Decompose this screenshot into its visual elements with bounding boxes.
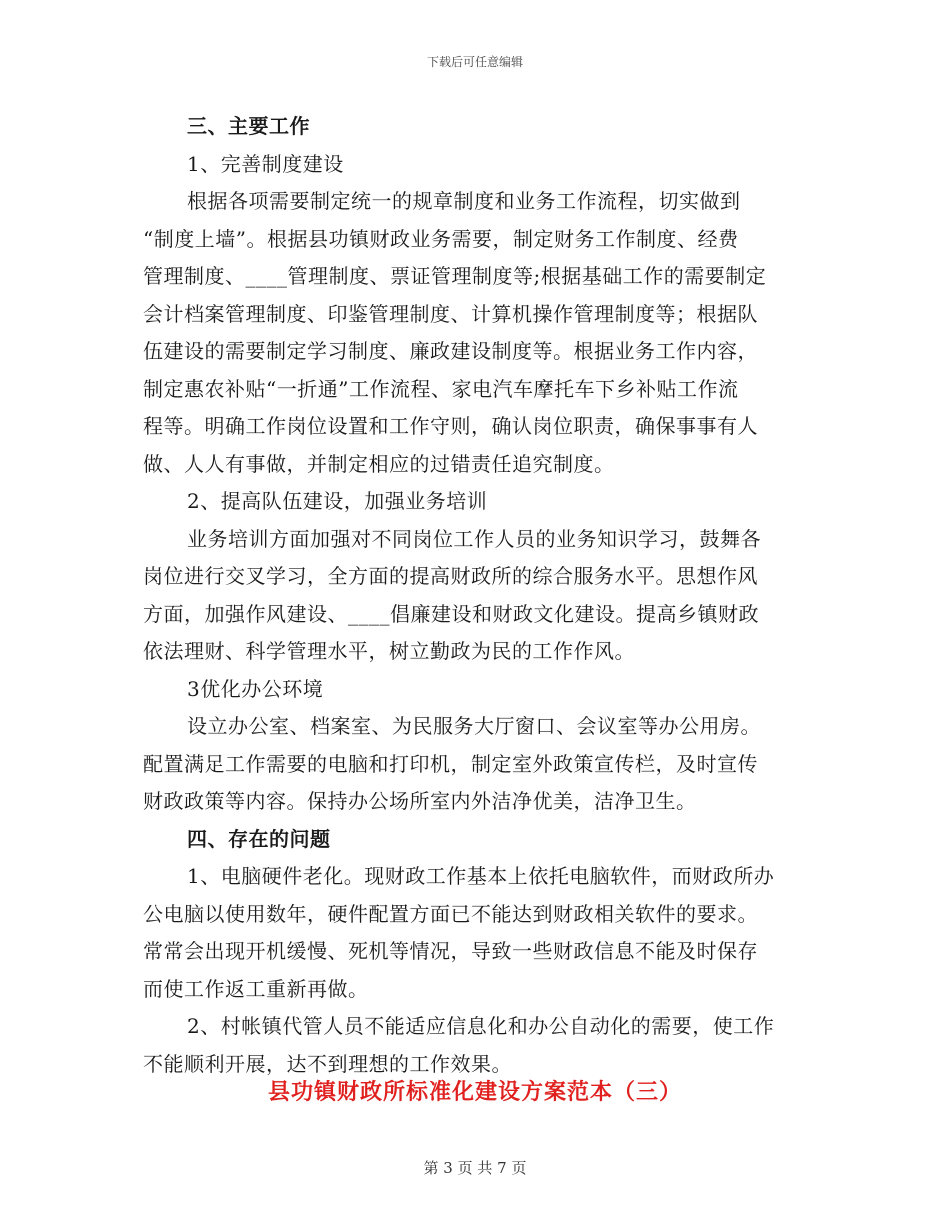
paragraph-line: 伍建设的需要制定学习制度、廉政建设制度等。根据业务工作内容， [143,339,758,363]
paragraph-line: 做、人人有事做，并制定相应的过错责任追究制度。 [143,451,615,476]
subheading: 2、提高队伍建设，加强业务培训 [187,489,488,513]
next-document-title: 县功镇财政所标准化建设方案范本（三） [267,1080,682,1105]
paragraph-line: 管理制度、____管理制度、票证管理制度等;根据基础工作的需要制定 [143,264,767,288]
paragraph-line: 设立办公室、档案室、为民服务大厅窗口、会议室等办公用房。 [187,714,761,738]
section-heading: 四、存在的问题 [187,826,331,851]
paragraph-line: 财政政策等内容。保持办公场所室内外洁净优美，洁净卫生。 [143,789,697,813]
section-heading: 三、主要工作 [187,114,310,138]
page-header: 下载后可任意编辑 [426,55,523,69]
paragraph-line: 制定惠农补贴“一折通”工作流程、家电汽车摩托车下乡补贴工作流 [143,376,739,401]
subheading: 1、完善制度建设 [187,151,344,176]
paragraph-line: 2、村帐镇代管人员不能适应信息化和办公自动化的需要，使工作 [187,1014,775,1038]
paragraph-line: 不能顺利开展，达不到理想的工作效果。 [143,1051,512,1076]
paragraph-line: 岗位进行交叉学习，全方面的提高财政所的综合服务水平。思想作风 [143,564,758,588]
paragraph-line: 依法理财、科学管理水平，树立勤政为民的工作作风。 [143,639,635,663]
paragraph-line: 1、电脑硬件老化。现财政工作基本上依托电脑软件，而财政所办 [187,864,775,888]
document-body [143,108,808,1083]
subheading: 3优化办公环境 [187,676,324,701]
paragraph-line: 方面，加强作风建设、____倡廉建设和财政文化建设。提高乡镇财政 [143,601,759,626]
page-number: 第 3 页 共 7 页 [423,1159,527,1177]
paragraph-line: 配置满足工作需要的电脑和打印机，制定室外政策宣传栏，及时宣传 [143,751,758,776]
paragraph-line: 会计档案管理制度、印鉴管理制度、计算机操作管理制度等；根据队 [143,301,758,326]
paragraph-line: “制度上墙”。根据县功镇财政业务需要，制定财务工作制度、经费 [143,226,739,251]
paragraph-line: 根据各项需要制定统一的规章制度和业务工作流程，切实做到 [187,189,741,213]
paragraph-line: 而使工作返工重新再做。 [143,976,369,1001]
paragraph-line: 公电脑以使用数年，硬件配置方面已不能达到财政相关软件的要求。 [143,901,758,926]
paragraph-line: 程等。明确工作岗位设置和工作守则，确认岗位职责，确保事事有人 [143,414,758,438]
paragraph-line: 业务培训方面加强对不同岗位工作人员的业务知识学习，鼓舞各 [187,526,761,551]
paragraph-line: 常常会出现开机缓慢、死机等情况，导致一些财政信息不能及时保存 [143,939,758,963]
